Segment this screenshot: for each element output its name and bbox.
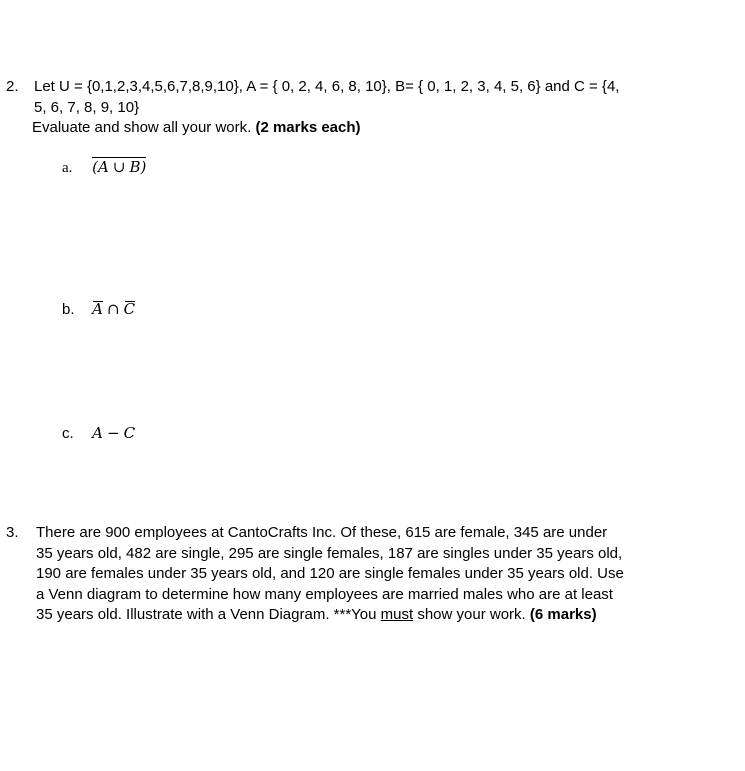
question-2-part-a (62, 157, 146, 177)
part-b-label: b. (62, 301, 75, 318)
question-2-instruction-line (32, 118, 699, 139)
part-a-set-2: B (129, 158, 141, 176)
part-c-set-1: A (92, 424, 104, 442)
question-3-line-5 (36, 605, 686, 626)
part-a-label: a. (62, 160, 73, 176)
minus-symbol: − (107, 424, 120, 442)
part-c-label: c. (62, 425, 74, 442)
question-3-line-2: 35 years old, 482 are single, 295 are single females, 187 are singles under 35 years old, (36, 544, 623, 562)
part-a-open-paren: ( (92, 158, 99, 176)
part-a-expression (92, 157, 146, 176)
part-a-close-paren: ) (140, 158, 147, 176)
part-c-expression (92, 424, 135, 442)
question-3-line-5-end: show your work. (413, 606, 530, 623)
question-3-line-1: There are 900 employees at CantoCrafts Inc. Of these, 615 are female, 345 are under (36, 524, 608, 541)
question-3-must-emphasis: must (380, 606, 414, 623)
question-3-number: 3. (6, 524, 19, 541)
part-c-set-2: C (123, 424, 136, 442)
question-2-part-b (62, 300, 135, 318)
question-3-line-5-start: 35 years old. Illustrate with a Venn Diagram. ***You (36, 606, 381, 623)
question-3-marks: (6 marks) (529, 606, 597, 623)
question-3-body (36, 523, 686, 626)
part-b-set-1-complement: A (92, 300, 104, 318)
question-3-line-3: 190 are females under 35 years old, and 120 are single females under 35 years old. Use (36, 565, 624, 582)
part-b-expression (92, 300, 135, 318)
question-3-line-4: a Venn diagram to determine how many employees are married males who are at least (36, 585, 613, 603)
question-2-number: 2. (6, 78, 19, 95)
intersection-symbol: ∩ (107, 300, 120, 318)
question-2-part-c (62, 424, 135, 442)
question-2-line-2: 5, 6, 7, 8, 9, 10} (34, 98, 140, 116)
question-2-body (34, 77, 699, 139)
part-a-set-1: A (98, 158, 109, 176)
question-2-line-1: Let U = {0,1,2,3,4,5,6,7,8,9,10}, A = { 0, 2, 4, 6, 8, 10}, B= { 0, 1, 2, 3, 4, 5, 6} and C = {4, (34, 78, 620, 95)
part-b-set-2-complement: C (123, 300, 136, 318)
union-symbol: ∪ (112, 158, 126, 176)
question-2-marks: (2 marks each) (255, 119, 361, 136)
question-2-instruction: Evaluate and show all your work. (32, 119, 252, 136)
